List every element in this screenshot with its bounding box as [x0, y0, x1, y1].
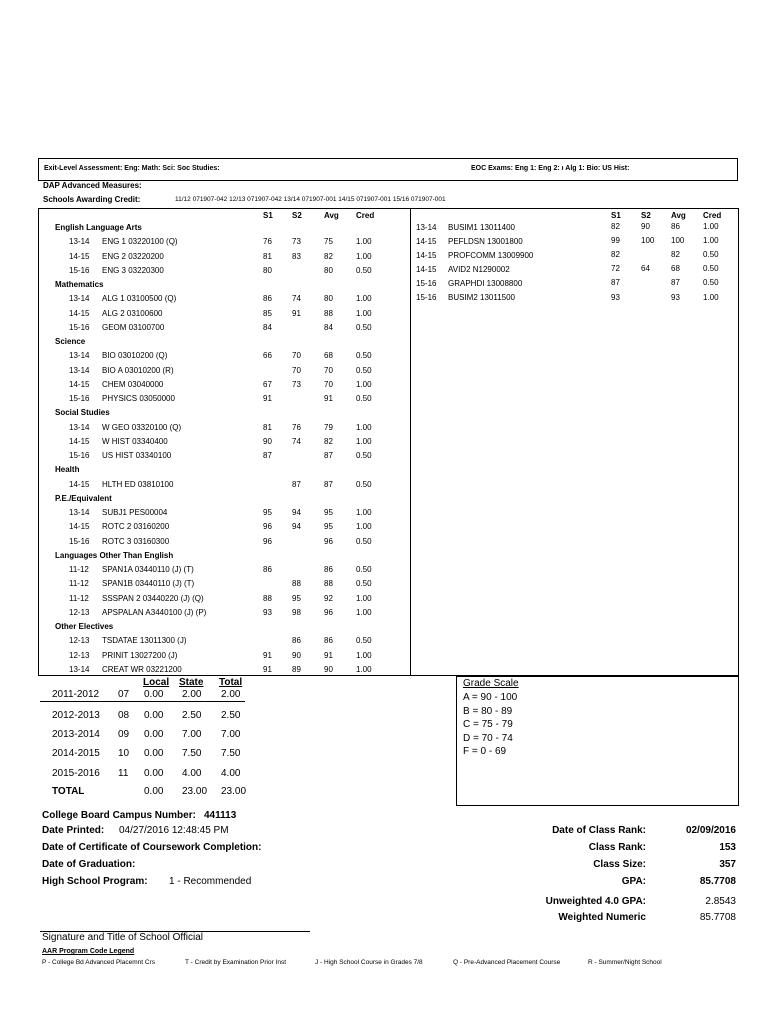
- course-credit: 1.00: [356, 308, 372, 318]
- left-col-cred-header: Cred: [356, 211, 375, 220]
- course-name: PROFCOMM 13009900: [448, 251, 534, 260]
- course-name: SSSPAN 2 03440220 (J) (Q): [102, 593, 204, 603]
- course-s1-grade: 67: [263, 379, 272, 389]
- credit-total: 4.00: [221, 768, 241, 779]
- credit-grade-level: 11: [118, 768, 129, 779]
- course-credit: 0.50: [356, 322, 372, 332]
- course-year: 14-15: [69, 379, 90, 389]
- credit-state: 4.00: [182, 768, 202, 779]
- course-name: HLTH ED 03810100: [102, 479, 174, 489]
- course-s2-grade: 70: [292, 365, 301, 375]
- course-year: 12-13: [69, 636, 90, 646]
- course-s2-grade: 74: [292, 436, 301, 446]
- course-year: 15-16: [416, 293, 437, 302]
- course-s2-grade: 100: [641, 236, 655, 246]
- date-printed-value: 04/27/2016 12:48:45 PM: [119, 825, 229, 836]
- course-name: CREAT WR 03221200: [102, 664, 182, 674]
- course-year: 14-15: [416, 237, 437, 246]
- course-credit: 0.50: [356, 565, 372, 574]
- course-s1-grade: 91: [263, 394, 272, 403]
- course-s2-grade: 95: [292, 593, 301, 603]
- legend-item: T - Credit by Examination Prior Inst: [185, 959, 287, 966]
- exit-level-assessment: Exit-Level Assessment: Eng: Math: Sci: Soc Studies:: [44, 165, 220, 172]
- course-credit: 0.50: [703, 264, 719, 274]
- course-category-heading: Mathematics: [55, 280, 104, 289]
- course-average: 68: [324, 351, 333, 361]
- credit-grade-level: 09: [118, 729, 130, 740]
- legend-item: R - Summer/Night School: [588, 959, 662, 966]
- course-name: GEOM 03100700: [102, 322, 165, 332]
- course-s2-grade: 76: [292, 422, 301, 432]
- legend-item: Q - Pre-Advanced Placement Course: [453, 959, 561, 966]
- course-year: 14-15: [69, 479, 90, 489]
- class-rank-date-value: 02/09/2016: [685, 825, 736, 836]
- course-s1-grade: 86: [263, 294, 272, 304]
- course-year: 13-14: [69, 664, 90, 674]
- credit-state: 2.00: [182, 689, 202, 700]
- course-credit: 1.00: [703, 236, 719, 246]
- course-s1-grade: 99: [611, 236, 620, 246]
- course-year: 14-15: [69, 251, 90, 261]
- course-year: 13-14: [69, 508, 90, 517]
- course-year: 13-14: [69, 365, 90, 375]
- course-average: 95: [324, 522, 333, 532]
- course-credit: 1.00: [356, 251, 372, 261]
- grade-scale-item: C = 75 - 79: [463, 719, 513, 730]
- course-name: PHYSICS 03050000: [102, 394, 175, 403]
- course-credit: 1.00: [356, 294, 372, 304]
- course-year: 15-16: [69, 536, 90, 546]
- left-col-avg-header: Avg: [324, 211, 339, 220]
- course-credit: 1.00: [356, 664, 372, 674]
- course-category-heading: Social Studies: [55, 408, 110, 418]
- course-average: 75: [324, 237, 333, 247]
- course-credit: 1.00: [356, 422, 372, 432]
- signature-caption: Signature and Title of School Official: [42, 932, 204, 943]
- credit-grade-level: 08: [118, 710, 130, 721]
- dap-advanced-measures: DAP Advanced Measures:: [43, 181, 142, 190]
- course-credit: 1.00: [356, 436, 372, 446]
- weighted-numeric-value: 85.7708: [699, 912, 736, 923]
- course-average: 95: [324, 508, 333, 517]
- course-s2-grade: 91: [292, 308, 301, 318]
- course-category-heading: Languages Other Than English: [55, 550, 174, 560]
- unweighted-gpa-value: 2.8543: [705, 896, 736, 907]
- course-average: 91: [324, 650, 333, 660]
- course-year: 15-16: [69, 322, 90, 332]
- course-s1-grade: 86: [263, 565, 272, 574]
- course-s1-grade: 82: [611, 250, 620, 260]
- course-credit: 1.00: [356, 522, 372, 532]
- course-name: US HIST 03340100: [102, 451, 172, 460]
- course-year: 15-16: [69, 451, 90, 460]
- course-year: 11-12: [69, 579, 89, 589]
- course-average: 82: [324, 436, 333, 446]
- grade-scale-item: D = 70 - 74: [463, 732, 513, 744]
- course-average: 86: [671, 222, 680, 231]
- course-name: TSDATAE 13011300 (J): [102, 636, 187, 646]
- course-average: 96: [324, 607, 333, 617]
- course-average: 86: [324, 565, 333, 574]
- credits-total-underline: [40, 701, 245, 702]
- course-s1-grade: 76: [263, 237, 272, 247]
- course-average: 100: [671, 236, 685, 246]
- course-s2-grade: 73: [292, 379, 301, 389]
- course-average: 88: [324, 579, 333, 589]
- course-s2-grade: 90: [641, 222, 650, 231]
- course-year: 14-15: [69, 308, 90, 318]
- course-average: 79: [324, 422, 333, 432]
- grade-scale-item: F = 0 - 69: [463, 746, 507, 757]
- course-year: 14-15: [416, 265, 437, 274]
- course-average: 87: [324, 479, 333, 489]
- credit-local: 0.00: [144, 748, 164, 759]
- course-category-heading: Health: [55, 465, 80, 475]
- campus-number-label: College Board Campus Number:: [42, 810, 196, 821]
- course-s1-grade: 96: [263, 522, 272, 532]
- class-size-value: 357: [719, 859, 736, 870]
- credit-year: 2014-2015: [52, 748, 100, 759]
- campus-number-value: 441113: [204, 810, 237, 821]
- course-s2-grade: 64: [641, 264, 650, 274]
- course-credit: 0.50: [356, 351, 372, 361]
- course-credit: 0.50: [356, 394, 372, 403]
- credit-total: 7.50: [221, 748, 241, 759]
- course-s1-grade: 96: [263, 536, 272, 546]
- course-year: 13-14: [69, 294, 90, 304]
- course-s2-grade: 70: [292, 351, 301, 361]
- credits-state-header: State: [179, 677, 204, 688]
- course-name: APSPALAN A3440100 (J) (P): [102, 607, 207, 617]
- credit-grade-level: 10: [118, 748, 130, 759]
- course-s2-grade: 87: [292, 479, 301, 489]
- course-average: 87: [324, 451, 333, 460]
- course-year: 14-15: [69, 522, 90, 532]
- credit-local: 0.00: [144, 768, 164, 779]
- course-year: 13-14: [69, 237, 90, 247]
- course-name: GRAPHDI 13008800: [448, 279, 523, 288]
- high-school-program-value: 1 - Recommended: [169, 876, 252, 887]
- course-average: 84: [324, 322, 333, 332]
- course-s1-grade: 66: [263, 351, 272, 361]
- credit-year: 2015-2016: [52, 768, 100, 779]
- course-average: 68: [671, 264, 680, 274]
- credit-local: 0.00: [144, 689, 164, 700]
- course-s1-grade: 93: [263, 607, 272, 617]
- course-s1-grade: 82: [611, 222, 620, 231]
- course-average: 93: [671, 292, 680, 302]
- course-average: 70: [324, 365, 333, 375]
- credit-local: 0.00: [144, 710, 164, 721]
- right-col-s2-header: S2: [641, 211, 651, 220]
- course-category-heading: English Language Arts: [55, 223, 142, 232]
- course-credit: 0.50: [703, 278, 719, 288]
- course-name: W GEO 03320100 (Q): [102, 422, 182, 432]
- credit-total: 2.00: [221, 689, 241, 700]
- class-rank-date-label: Date of Class Rank:: [552, 825, 646, 836]
- course-category-heading: Science: [55, 337, 86, 346]
- course-credit: 0.50: [356, 451, 372, 460]
- legend-item: P - College Bd Advanced Placemnt Crs: [42, 959, 155, 966]
- course-s2-grade: 89: [292, 664, 301, 674]
- course-average: 96: [324, 536, 333, 546]
- course-average: 91: [324, 394, 333, 403]
- credit-total: 2.50: [221, 710, 241, 721]
- class-rank-label: Class Rank:: [588, 842, 646, 853]
- course-year: 12-13: [69, 607, 90, 617]
- class-rank-value: 153: [719, 842, 736, 853]
- course-year: 15-16: [69, 265, 90, 275]
- course-name: CHEM 03040000: [102, 379, 164, 389]
- course-name: ROTC 2 03160200: [102, 522, 170, 532]
- course-name: AVID2 N1290002: [448, 265, 510, 274]
- course-average: 86: [324, 636, 333, 646]
- course-s2-grade: 94: [292, 522, 301, 532]
- course-name: ALG 2 03100600: [102, 308, 163, 318]
- course-s1-grade: 88: [263, 593, 272, 603]
- unweighted-gpa-label: Unweighted 4.0 GPA:: [545, 896, 646, 907]
- course-s1-grade: 90: [263, 436, 272, 446]
- course-s2-grade: 86: [292, 636, 301, 646]
- gpa-label: GPA:: [621, 876, 646, 887]
- credit-state: 7.00: [182, 729, 202, 740]
- course-name: PEFLDSN 13001800: [448, 237, 523, 246]
- course-s1-grade: 91: [263, 664, 272, 674]
- schools-awarding-credit-value: 11/12 071907-042 12/13 071907-042 13/14 071907-001 14/15 071907-001 15/16 071907-001: [175, 196, 446, 203]
- credit-year: 2013-2014: [52, 729, 100, 740]
- course-credit: 1.00: [356, 607, 372, 617]
- legend-item: J - High School Course in Grades 7/8: [315, 959, 423, 966]
- course-s1-grade: 87: [263, 451, 272, 460]
- course-s1-grade: 87: [611, 278, 620, 288]
- right-col-s1-header: S1: [611, 211, 621, 220]
- course-average: 87: [671, 278, 680, 288]
- course-category-heading: Other Electives: [55, 622, 114, 631]
- course-s1-grade: 84: [263, 322, 272, 332]
- course-name: SPAN1B 03440110 (J) (T): [102, 579, 195, 589]
- course-year: 14-15: [416, 251, 437, 260]
- course-average: 70: [324, 379, 333, 389]
- grade-scale-item: A = 90 - 100: [463, 692, 518, 703]
- course-credit: 1.00: [356, 593, 372, 603]
- left-col-s2-header: S2: [292, 211, 302, 220]
- course-year: 11-12: [69, 593, 89, 603]
- program-code-legend-title: AAR Program Code Legend: [42, 948, 135, 955]
- right-col-cred-header: Cred: [703, 211, 722, 220]
- course-name: PRINIT 13027200 (J): [102, 650, 178, 660]
- course-name: ENG 3 03220300: [102, 265, 164, 275]
- credit-total-state: 23.00: [182, 786, 208, 797]
- course-name: BUSIM1 13011400: [448, 223, 516, 232]
- course-year: 12-13: [69, 650, 90, 660]
- course-name: SPAN1A 03440110 (J) (T): [102, 565, 194, 574]
- course-year: 14-15: [69, 436, 90, 446]
- course-year: 11-12: [69, 565, 89, 574]
- course-credit: 0.50: [356, 636, 372, 646]
- course-s1-grade: 81: [263, 251, 272, 261]
- course-s2-grade: 90: [292, 650, 301, 660]
- credit-state: 7.50: [182, 748, 202, 759]
- credit-total-total: 23.00: [221, 786, 247, 797]
- course-s2-grade: 73: [292, 237, 301, 247]
- course-year: 13-14: [69, 351, 90, 361]
- course-name: BIO A 03010200 (R): [102, 365, 174, 375]
- course-name: ENG 2 03220200: [102, 251, 164, 261]
- course-credit: 1.00: [356, 379, 372, 389]
- course-average: 88: [324, 308, 333, 318]
- class-size-label: Class Size:: [593, 859, 646, 870]
- course-s1-grade: 72: [611, 264, 620, 274]
- course-credit: 0.50: [356, 265, 372, 275]
- gpa-value: 85.7708: [699, 876, 736, 887]
- course-name: W HIST 03340400: [102, 436, 168, 446]
- credit-state: 2.50: [182, 710, 202, 721]
- course-name: ENG 1 03220100 (Q): [102, 237, 178, 247]
- course-s1-grade: 81: [263, 422, 272, 432]
- course-name: BIO 03010200 (Q): [102, 351, 168, 361]
- credits-local-header: Local: [143, 677, 170, 688]
- date-printed-label: Date Printed:: [42, 825, 105, 836]
- schools-awarding-credit-label: Schools Awarding Credit:: [43, 195, 141, 204]
- course-s2-grade: 94: [292, 508, 301, 517]
- credit-year: 2011-2012: [52, 689, 100, 700]
- course-year: 15-16: [416, 279, 437, 288]
- course-credit: 0.50: [356, 365, 372, 375]
- grade-scale-item: B = 80 - 89: [463, 705, 513, 717]
- high-school-program-label: High School Program:: [42, 876, 148, 887]
- grade-scale-title: Grade Scale: [463, 678, 519, 689]
- course-s2-grade: 74: [292, 294, 301, 304]
- course-credit: 1.00: [356, 237, 372, 247]
- courses-divider: [410, 208, 411, 676]
- right-col-avg-header: Avg: [671, 211, 686, 220]
- course-s1-grade: 95: [263, 508, 272, 517]
- left-col-s1-header: S1: [263, 211, 273, 220]
- certificate-date-label: Date of Certificate of Coursework Completion:: [42, 842, 262, 853]
- course-credit: 0.50: [356, 479, 372, 489]
- course-s2-grade: 88: [292, 579, 301, 589]
- graduation-date-label: Date of Graduation:: [42, 859, 136, 870]
- course-credit: 1.00: [703, 292, 719, 302]
- course-average: 82: [324, 251, 333, 261]
- credit-local: 0.00: [144, 729, 164, 740]
- course-name: ALG 1 03100500 (Q): [102, 294, 177, 304]
- credits-total-header: Total: [219, 677, 243, 688]
- course-name: ROTC 3 03160300: [102, 536, 170, 546]
- course-category-heading: P.E./Equivalent: [55, 493, 112, 503]
- course-credit: 1.00: [356, 650, 372, 660]
- course-s1-grade: 85: [263, 308, 272, 318]
- credit-grade-level: 07: [118, 689, 130, 700]
- credit-year: 2012-2013: [52, 710, 100, 721]
- course-s1-grade: 93: [611, 292, 620, 302]
- weighted-numeric-label: Weighted Numeric: [558, 912, 646, 923]
- course-name: SUBJ1 PES00004: [102, 508, 168, 517]
- eoc-exams: EOC Exams: Eng 1: Eng 2: ı Alg 1: Bio: US Hist:: [471, 165, 630, 172]
- course-average: 82: [671, 250, 680, 260]
- course-s1-grade: 91: [263, 650, 272, 660]
- course-average: 80: [324, 294, 333, 304]
- course-credit: 1.00: [703, 222, 719, 231]
- credit-total-local: 0.00: [144, 786, 164, 797]
- course-s2-grade: 83: [292, 251, 301, 261]
- course-s1-grade: 80: [263, 265, 272, 275]
- course-credit: 0.50: [703, 250, 719, 260]
- credit-total: 7.00: [221, 729, 241, 740]
- course-year: 13-14: [416, 223, 437, 232]
- course-average: 92: [324, 593, 333, 603]
- course-s2-grade: 98: [292, 607, 301, 617]
- course-year: 13-14: [69, 422, 90, 432]
- course-name: BUSIM2 13011500: [448, 293, 516, 302]
- course-average: 90: [324, 664, 333, 674]
- course-year: 15-16: [69, 394, 90, 403]
- course-credit: 0.50: [356, 579, 372, 589]
- course-average: 80: [324, 265, 333, 275]
- course-credit: 1.00: [356, 508, 372, 517]
- credit-total-label: TOTAL: [52, 786, 85, 797]
- course-credit: 0.50: [356, 536, 372, 546]
